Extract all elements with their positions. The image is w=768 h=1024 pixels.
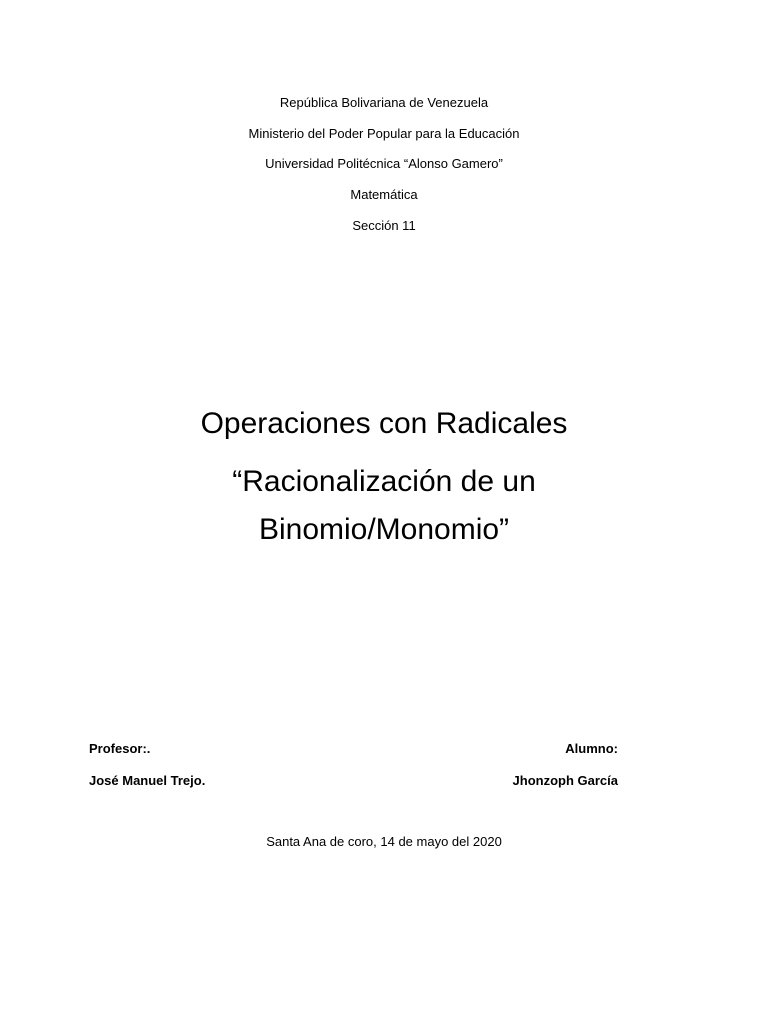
place-date: Santa Ana de coro, 14 de mayo del 2020 xyxy=(266,834,502,849)
subtitle-line-2: Binomio/Monomio” xyxy=(258,513,510,546)
header-university: Universidad Politécnica “Alonso Gamero” xyxy=(265,156,503,171)
page-title: Operaciones con Radicales xyxy=(200,407,568,440)
header-section: Sección 11 xyxy=(352,218,416,233)
alumno-label: Alumno: xyxy=(565,741,618,756)
profesor-name: José Manuel Trejo. xyxy=(89,773,206,788)
alumno-name: Jhonzoph García xyxy=(512,773,618,788)
header-republic: República Bolivariana de Venezuela xyxy=(279,95,489,110)
header-subject: Matemática xyxy=(350,187,418,202)
subtitle-line-1: “Racionalización de un xyxy=(232,465,536,498)
header-ministry: Ministerio del Poder Popular para la Educación xyxy=(248,126,520,141)
profesor-label: Profesor:. xyxy=(89,741,151,756)
